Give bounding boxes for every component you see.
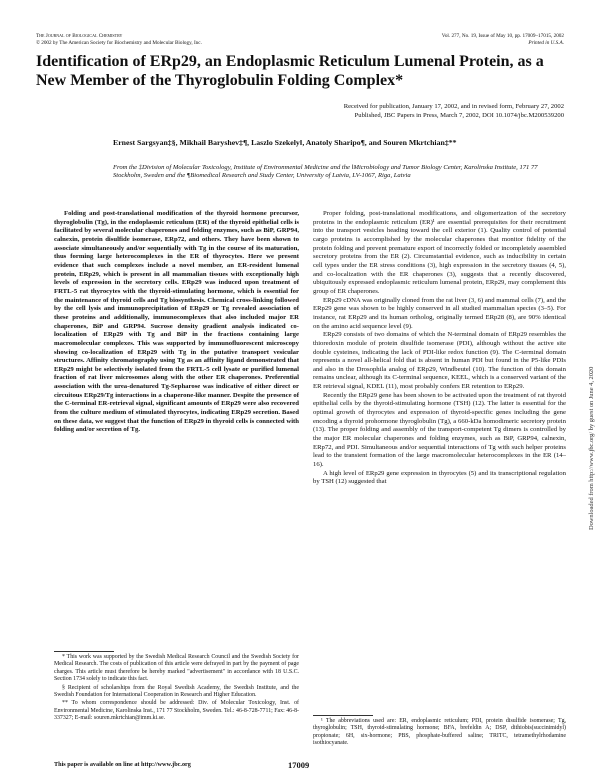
abbreviations-footnote: ¹ The abbreviations used are: ER, endoplasmic reticulum; PDI, protein disulfide isomerase; Tg, thyroglobulin; TSH, thyroid-stimulating hormone; BFA, brefeldin A; DSP, dithiobis(succinimidyl) propionate; 6H, six-hormone; PBS, phosphate-buffered saline; TRITC, tetramethylrhodamine isothiocyanate. xyxy=(313,718,566,747)
right-column xyxy=(313,210,566,487)
footnote-divider-right xyxy=(313,715,373,716)
page-number: 17009 xyxy=(288,760,310,770)
correspondence-footnote: ** To whom correspondence should be addressed: Div. of Molecular Toxicology, Inst. of Environmental Medicine, Karolinska Inst., 171 77 Stockholm, Sweden. Tel.: 46-8-728-7711; Fax: 46-8-337327; E-mail: souren.mkrtchian@imm.ki.se. xyxy=(54,700,299,722)
footnotes-left xyxy=(54,654,299,724)
abstract: Folding and post-translational modification of the thyroid hormone precursor, thyroglobulin (Tg), in the endoplasmic reticulum (ER) of the thyroid epithelial cells is facilitated by several molecular chaperones and folding enzymes, such as BiP, GRP94, calnexin, protein disulfide isomerase, ERp72, and others. They have been shown to associate simultaneously and/or sequentially with Tg in the course of its maturation, thus forming large heterocomplexes in the ER of thyrocytes. Here we present evidence that such complexes include a novel member, an ER-resident lumenal protein, ERp29, which is present in all mammalian tissues with exceptionally high levels of expression in the secretory cells. ERp29 was induced upon treatment of FRTL-5 rat thyrocytes with the thyroid-stimulating hormone, which is essential for the maintenance of thyroid cells and Tg biosynthesis. Chemical cross-linking followed by the cell lysis and immunoprecipitation of ERp29 or Tg revealed association of these proteins and additionally, immunocomplexes that also included major ER chaperones, BiP and GRP94. Sucrose density gradient analysis indicated co-localization of ERp29 with Tg and BiP in the fractions containing large macromolecular complexes. This was supported by immunofluorescent microscopy showing co-localization of ERp29 with Tg in the putative transport vesicular structures. Affinity chromatography using Tg as an affinity ligand demonstrated that ERp29 might be selectively isolated from the FRTL-5 cell lysate or purified lumenal fraction of rat liver microsomes along with the other ER chaperones. Preferential association with the urea-denatured Tg-Sepharose was indicative of either direct or circuitous ERp29/Tg interactions in a chaperone-like manner. Despite the presence of the C-terminal ER-retrieval signal, significant amounts of ERp29 were also recovered from the culture medium of stimulated thyrocytes, indicating ERp29 secretion. Based on these data, we suggest that the function of ERp29 in thyroid cells is connected with folding and/or secretion of Tg. xyxy=(54,210,299,434)
availability-note: This paper is available on line at http://www.jbc.org xyxy=(54,761,191,768)
affiliations: From the ‡Division of Molecular Toxicology, Institute of Environmental Medicine and the ‖Microbiology and Tumor Biology Center, Karolinska Institute, 171 77 Stockholm, Sweden and the ¶Biomedical Research and Study Center, University of Latvia, LV-1067, Riga, Latvia xyxy=(113,164,538,180)
body-paragraph: Recently the ERp29 gene has been shown to be activated upon the treatment of rat thyroid epithelial cells by the thyroid-stimulating hormone (TSH) (12). The latter is essential for the optimal growth of thyrocytes and expression of thyroid-specific genes including the gene encoding a thyroid prohormone thyroglobulin (Tg), a 660-kDa homodimeric secretory protein (13). The proper folding and assembly of the transport-competent Tg dimers is controlled by the major ER molecular chaperones and folding enzymes, such as BiP, GRP94, calnexin, ERp72, and PDI. Simultaneous and/or sequential interactions of Tg with such helper proteins lead to the transient formation of the large macromolecular heterocomplexes in the ER (14–16). xyxy=(313,391,566,469)
copyright-line: © 2002 by The American Society for Biochemistry and Molecular Biology, Inc. xyxy=(36,40,202,46)
funding-footnote: * This work was supported by the Swedish Medical Research Council and the Swedish Society for Medical Research. The costs of publication of this article were defrayed in part by the payment of page charges. This article must therefore be hereby marked "advertisement" in accordance with 18 U.S.C. Section 1734 solely to indicate this fact. xyxy=(54,654,299,683)
published-line: Published, JBC Papers in Press, March 7, 2002, DOI 10.1074/jbc.M200539200 xyxy=(354,112,564,119)
body-paragraph: ERp29 cDNA was originally cloned from the rat liver (3, 6) and mammal cells (7), and the ERp29 gene was shown to be highly conserved in all studied mammalian species (3–5). For instance, rat ERp29 and its human ortholog, originally termed ERp28 (8), are 90% identical on the amino acid sequence level (9). xyxy=(313,296,566,330)
issue-header xyxy=(442,33,564,47)
body-paragraph: Proper folding, post-translational modifications, and oligomerization of the secretory proteins in the endoplasmic reticulum (ER)¹ are essential prerequisites for their recruitment into the transport vesicles heading toward the cell exterior (1). Quality control of potential cargo proteins is accomplished by the molecular chaperones that monitor fidelity of the protein folding and prevent premature export of incorrectly folded or incompletely assembled secretory proteins from the ER (2). Circumstantial evidence, such as inducibility in certain cell types under the ER stress conditions (3), high expression in the secretory tissues (4, 5), and co-localization with the ER chaperones (3), suggests that a recently discovered, ubiquitously expressed endoplasmic reticulum lumenal protein, ERp29, may complement this group of ER chaperones. xyxy=(313,210,566,295)
author-list: Ernest Sargsyan‡§, Mikhail Baryshev‡¶, Laszlo Szekely‖, Anatoly Sharipo¶, and Souren Mkrtchian‡** xyxy=(113,138,457,147)
received-line: Received for publication, January 17, 2002, and in revised form, February 27, 2002 xyxy=(343,103,564,110)
left-column xyxy=(54,210,299,435)
footnotes-right xyxy=(313,718,566,749)
footnote-divider-left xyxy=(54,651,114,652)
article-title: Identification of ERp29, an Endoplasmic Reticulum Lumenal Protein, as a New Member of the Thyroglobulin Folding Complex* xyxy=(36,53,544,89)
download-watermark: Downloaded from http://www.jbc.org/ by guest on June 4, 2020 xyxy=(588,366,595,530)
scholarship-footnote: § Recipient of scholarships from the Royal Swedish Academy, the Swedish Institute, and the Swedish Foundation for International Cooperation in Research and Higher Education. xyxy=(54,684,299,699)
received-dates xyxy=(164,102,564,120)
journal-name: The Journal of Biological Chemistry xyxy=(36,33,123,39)
body-paragraph: A high level of ERp29 gene expression in thyrocytes (5) and its transcriptional regulation by TSH (12) suggested that xyxy=(313,469,566,486)
journal-header xyxy=(36,33,202,47)
printed-line: Printed in U.S.A. xyxy=(528,40,564,46)
volume-line: Vol. 277, No. 19, Issue of May 10, pp. 17009–17015, 2002 xyxy=(441,33,564,39)
body-paragraph: ERp29 consists of two domains of which the N-terminal domain of ERp29 resembles the thioredoxin module of protein disulfide isomerase (PDI), although without the active site double cysteines, indicating the lack of PDI-like redox function (9). The C-terminal domain represents a novel all-helical fold that is absent in human PDI but found in the P5-like PDIs and also in the Drosophila analog of ERp29, Windbeutel (10). The function of this domain remains unclear, although its C-terminal sequence, KEEL, which is a conserved variant of the ER retrieval signal, KDEL (11), most probably confers ER retention to ERp29. xyxy=(313,331,566,391)
